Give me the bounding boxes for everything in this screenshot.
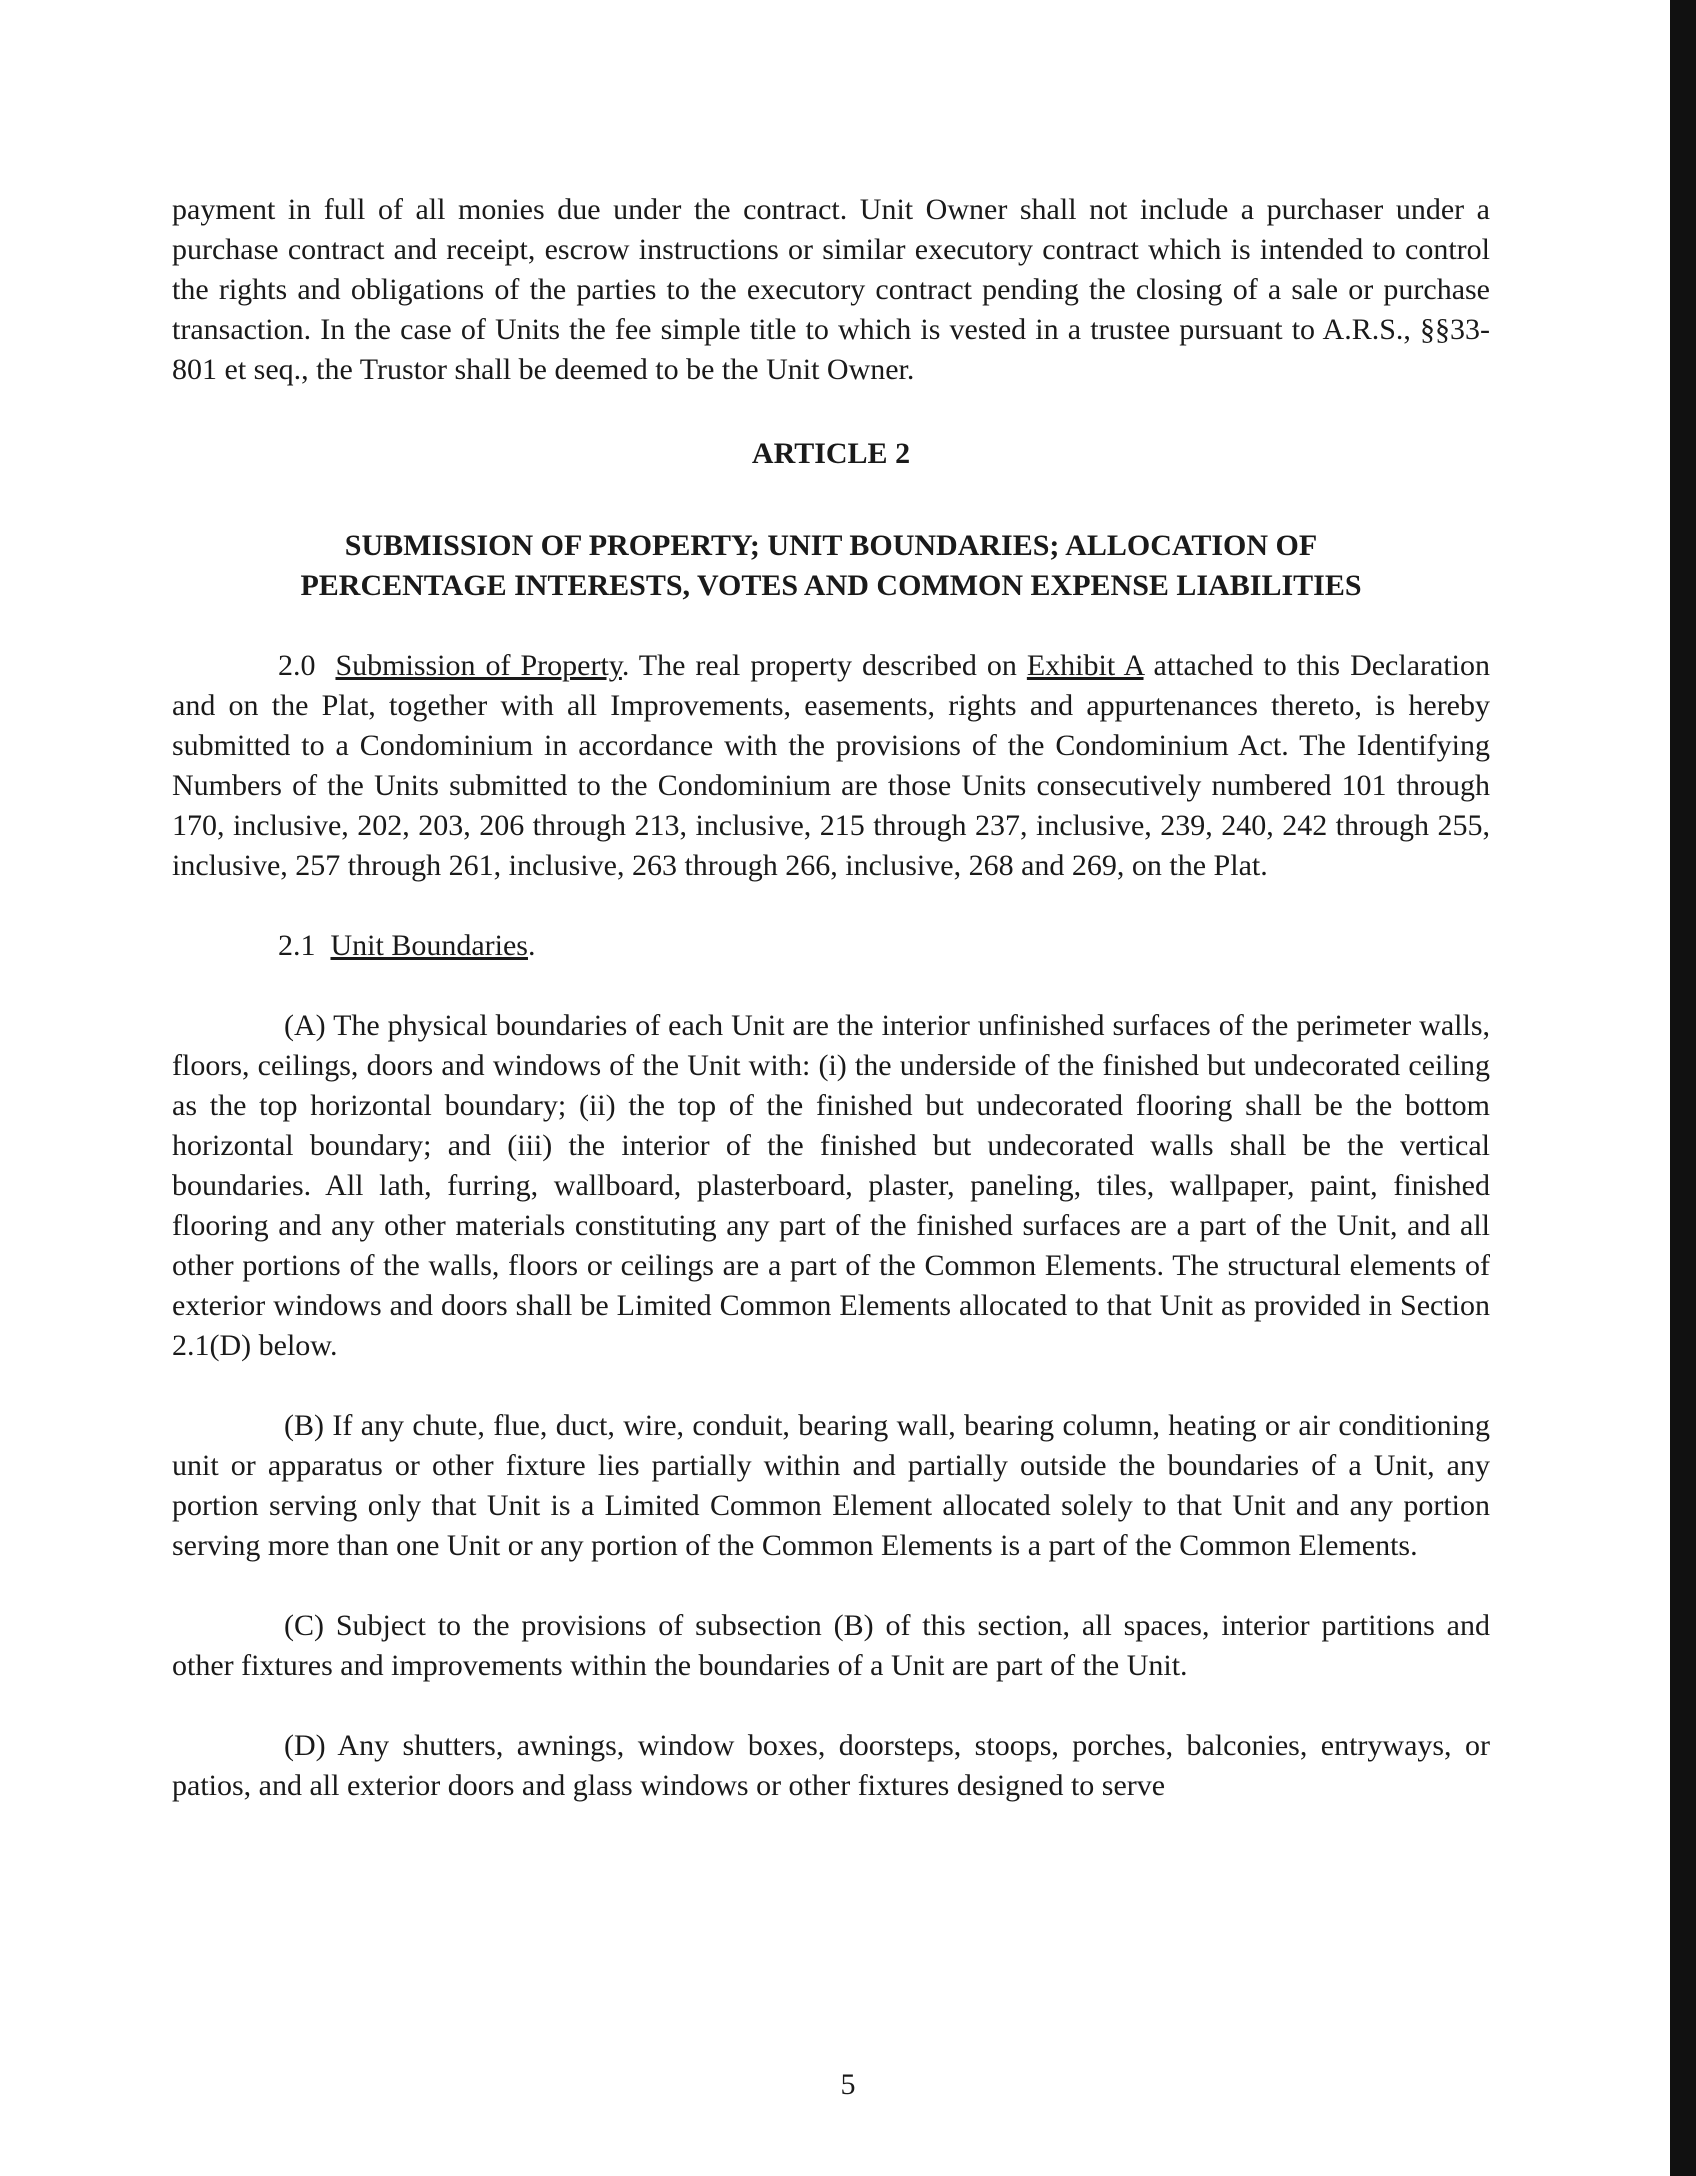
section-2-1-suffix: . xyxy=(527,929,536,962)
subsection-c: (C) Subject to the provisions of subsection (B) of this section, all spaces, interior partitions and other fixtures and improvements within the boundaries of a Unit are part of the Unit. xyxy=(172,1609,1490,1682)
article-heading-line2: PERCENTAGE INTERESTS, VOTES AND COMMON EXPENSE LIABILITIES xyxy=(300,569,1362,602)
document-page xyxy=(172,190,1490,1806)
section-2-1-title: Unit Boundaries xyxy=(330,929,528,962)
section-2-0-text-b: attached to this Declaration and on the Plat, together with all Improvements, easements, rights and appurtenances thereto, is hereby submitted to a Condominium in accordance with the provisions of the Condominium Act. The Identifying Numbers of the Units submitted to the Condominium are those Units consecutively numbered 101 through 170, inclusive, 202, 203, 206 through 213, inclusive, 215 through 237, inclusive, 239, 240, 242 through 255, inclusive, 257 through 261, inclusive, 263 through 266, inclusive, 268 and 269, on the Plat. xyxy=(172,649,1490,882)
section-2-0-paragraph xyxy=(172,646,1490,886)
exhibit-a-reference: Exhibit A xyxy=(1026,649,1144,682)
scan-edge xyxy=(1670,0,1696,2176)
continuation-paragraph: payment in full of all monies due under the contract. Unit Owner shall not include a purchaser under a purchase contract and receipt, escrow instructions or similar executory contract which is intended to control the rights and obligations of the parties to the executory contract pending the closing of a sale or purchase transaction. In the case of Units the fee simple title to which is vested in a trustee pursuant to A.R.S., §§33-801 et seq., the Trustor shall be deemed to be the Unit Owner. xyxy=(172,193,1490,386)
page-number: 5 xyxy=(840,2068,856,2101)
subsection-d: (D) Any shutters, awnings, window boxes, doorsteps, stoops, porches, balconies, entryways, or patios, and all exterior doors and glass windows or other fixtures designed to serve xyxy=(172,1729,1490,1802)
subsection-a: (A) The physical boundaries of each Unit are the interior unfinished surfaces of the perimeter walls, floors, ceilings, doors and windows of the Unit with: (i) the underside of the finished but undecorated ceiling as the top horizontal boundary; (ii) the top of the finished but undecorated flooring shall be the bottom horizontal boundary; and (iii) the interior of the finished but undecorated walls shall be the vertical boundaries. All lath, furring, wallboard, plasterboard, plaster, paneling, tiles, wallpaper, paint, finished flooring and any other materials constituting any part of the finished surfaces are a part of the Unit, and all other portions of the walls, floors or ceilings are a part of the Common Elements. The structural elements of exterior windows and doors shall be Limited Common Elements allocated to that Unit as provided in Section 2.1(D) below. xyxy=(172,1009,1490,1362)
section-2-0-text-a: . The real property described on xyxy=(621,649,1027,682)
subsection-b: (B) If any chute, flue, duct, wire, conduit, bearing wall, bearing column, heating or air conditioning unit or apparatus or other fixture lies partially within and partially outside the boundaries of a Unit, any portion serving only that Unit is a Limited Common Element allocated solely to that Unit and any portion serving more than one Unit or any portion of the Common Elements is a part of the Common Elements. xyxy=(172,1409,1490,1562)
article-heading xyxy=(172,526,1490,606)
section-2-1-number: 2.1 xyxy=(278,929,316,962)
section-2-1-heading xyxy=(172,926,1490,966)
article-heading-line1: SUBMISSION OF PROPERTY; UNIT BOUNDARIES; ALLOCATION OF xyxy=(344,529,1318,562)
section-2-0-number: 2.0 xyxy=(278,649,316,682)
article-title: ARTICLE 2 xyxy=(751,437,911,470)
section-2-0-title: Submission of Property xyxy=(335,649,622,682)
